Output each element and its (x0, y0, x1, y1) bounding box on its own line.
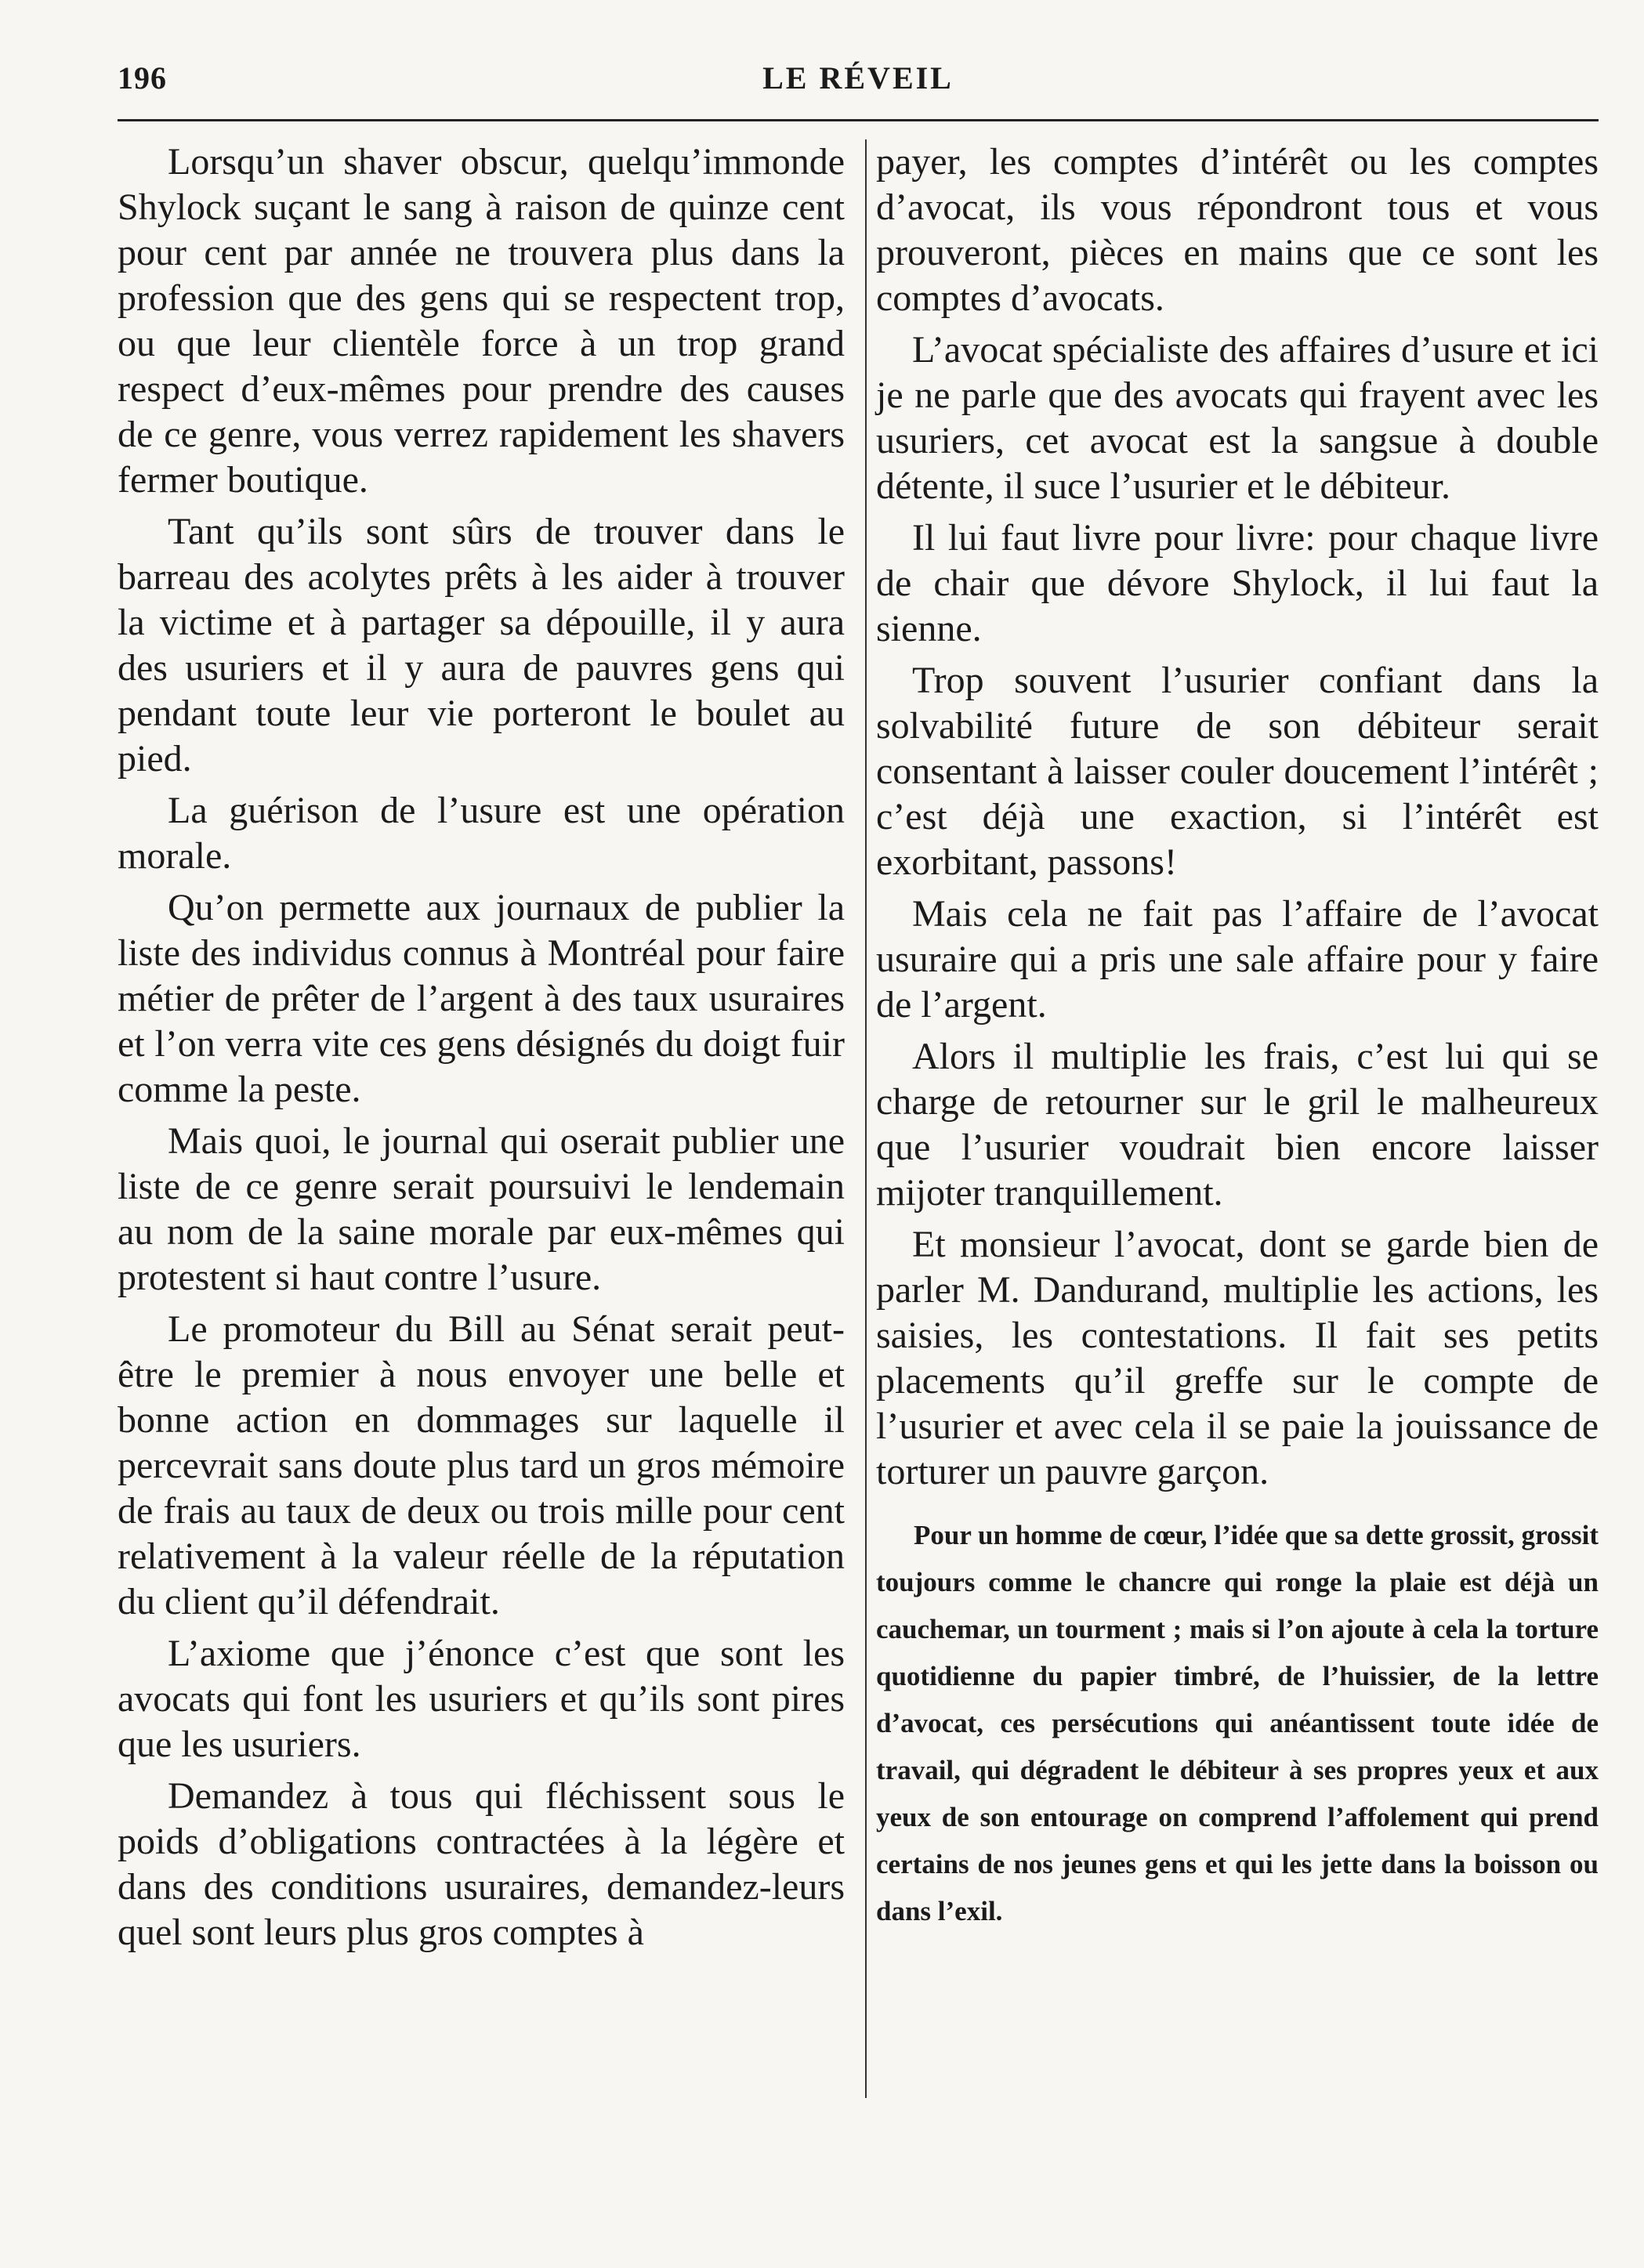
paragraph: Lorsqu’un shaver obscur, quelqu’immonde Shylock suçant le sang à raison de quinze cent pour cent par année ne trouvera plus dans la profession que des gens qui se respectent trop, ou que leur clientèle force à un trop grand respect d’eux-mêmes pour prendre des causes de ce genre, vous verrez rapidement les shavers fermer boutique. (118, 141, 845, 501)
paragraph: L’avocat spécialiste des affaires d’usure et ici je ne parle que des avocats qui frayent avec les usuriers, cet avocat est la sangsue à double détente, il suce l’usurier et le débiteur. (876, 329, 1599, 507)
paragraph: Alors il multiplie les frais, c’est lui qui se charge de retourner sur le gril le malheureux que l’usurier voudrait bien encore laisser mijoter tranquillement. (876, 1036, 1599, 1214)
paragraph: Demandez à tous qui fléchissent sous le poids d’obligations contractées à la légère et dans des conditions usuraires, demandez-leurs quel sont leurs plus gros comptes à (118, 1775, 845, 1953)
right-column (876, 139, 1599, 1935)
paragraph: Le promoteur du Bill au Sénat serait peut-être le premier à nous envoyer une belle et bonne action en dommages sur laquelle il percevrait sans doute plus tard un gros mémoire de frais au taux de deux ou trois mille pour cent relativement à la valeur réelle de la réputation du client qu’il défendrait. (118, 1308, 845, 1622)
paragraph: Mais cela ne fait pas l’affaire de l’avocat usuraire qui a pris une sale affaire pour y faire de l’argent. (876, 893, 1599, 1025)
paragraph: L’axiome que j’énonce c’est que sont les avocats qui font les usuriers et qu’ils sont pires que les usuriers. (118, 1633, 845, 1765)
column-divider (865, 139, 867, 2098)
paragraph: Et monsieur l’avocat, dont se garde bien de parler M. Dandurand, multiplie les actions, les saisies, les contestations. Il fait ses petits placements qu’il greffe sur le compte de l’usurier et avec cela il se paie la jouissance de torturer un pauvre garçon. (876, 1224, 1599, 1492)
page-header (118, 60, 1599, 107)
paragraph: payer, les comptes d’intérêt ou les comptes d’avocat, ils vous répondront tous et vous prouveront, pièces en mains que ce sont les comptes d’avocats. (876, 141, 1599, 319)
left-column (118, 139, 845, 1962)
header-rule (118, 119, 1599, 121)
paragraph: Trop souvent l’usurier confiant dans la solvabilité future de son débiteur serait consentant à laisser couler doucement l’intérêt ; c’est déjà une exaction, si l’intérêt est exorbitant, passons! (876, 660, 1599, 883)
paragraph: La guérison de l’usure est une opération morale. (118, 790, 845, 877)
footnote-paragraph: Pour un homme de cœur, l’idée que sa dette grossit, grossit toujours comme le chancre qui ronge la plaie est déjà un cauchemar, un tourment ; mais si l’on ajoute à cela la torture quotidienne du papier timbré, de l’huissier, de la lettre d’avocat, ces persécutions qui anéantissent toute idée de travail, qui dégradent le débiteur à ses propres yeux et aux yeux de son entourage on comprend l’affolement qui prend certains de nos jeunes gens et qui les jette dans la boisson ou dans l’exil. (876, 1520, 1599, 1926)
running-title: LE RÉVEIL (762, 60, 954, 96)
paragraph: Tant qu’ils sont sûrs de trouver dans le barreau des acolytes prêts à les aider à trouver la victime et à partager sa dépouille, il y aura des usuriers et il y aura de pauvres gens qui pendant toute leur vie porteront le boulet au pied. (118, 511, 845, 780)
paragraph: Il lui faut livre pour livre: pour chaque livre de chair que dévore Shylock, il lui faut la sienne. (876, 517, 1599, 649)
page-number: 196 (118, 60, 167, 96)
paragraph: Qu’on permette aux journaux de publier la liste des individus connus à Montréal pour faire métier de prêter de l’argent à des taux usuraires et l’on verra vite ces gens désignés du doigt fuir comme la peste. (118, 887, 845, 1110)
paragraph: Mais quoi, le journal qui oserait publier une liste de ce genre serait poursuivi le lendemain au nom de la saine morale par eux-mêmes qui protestent si haut contre l’usure. (118, 1120, 845, 1298)
